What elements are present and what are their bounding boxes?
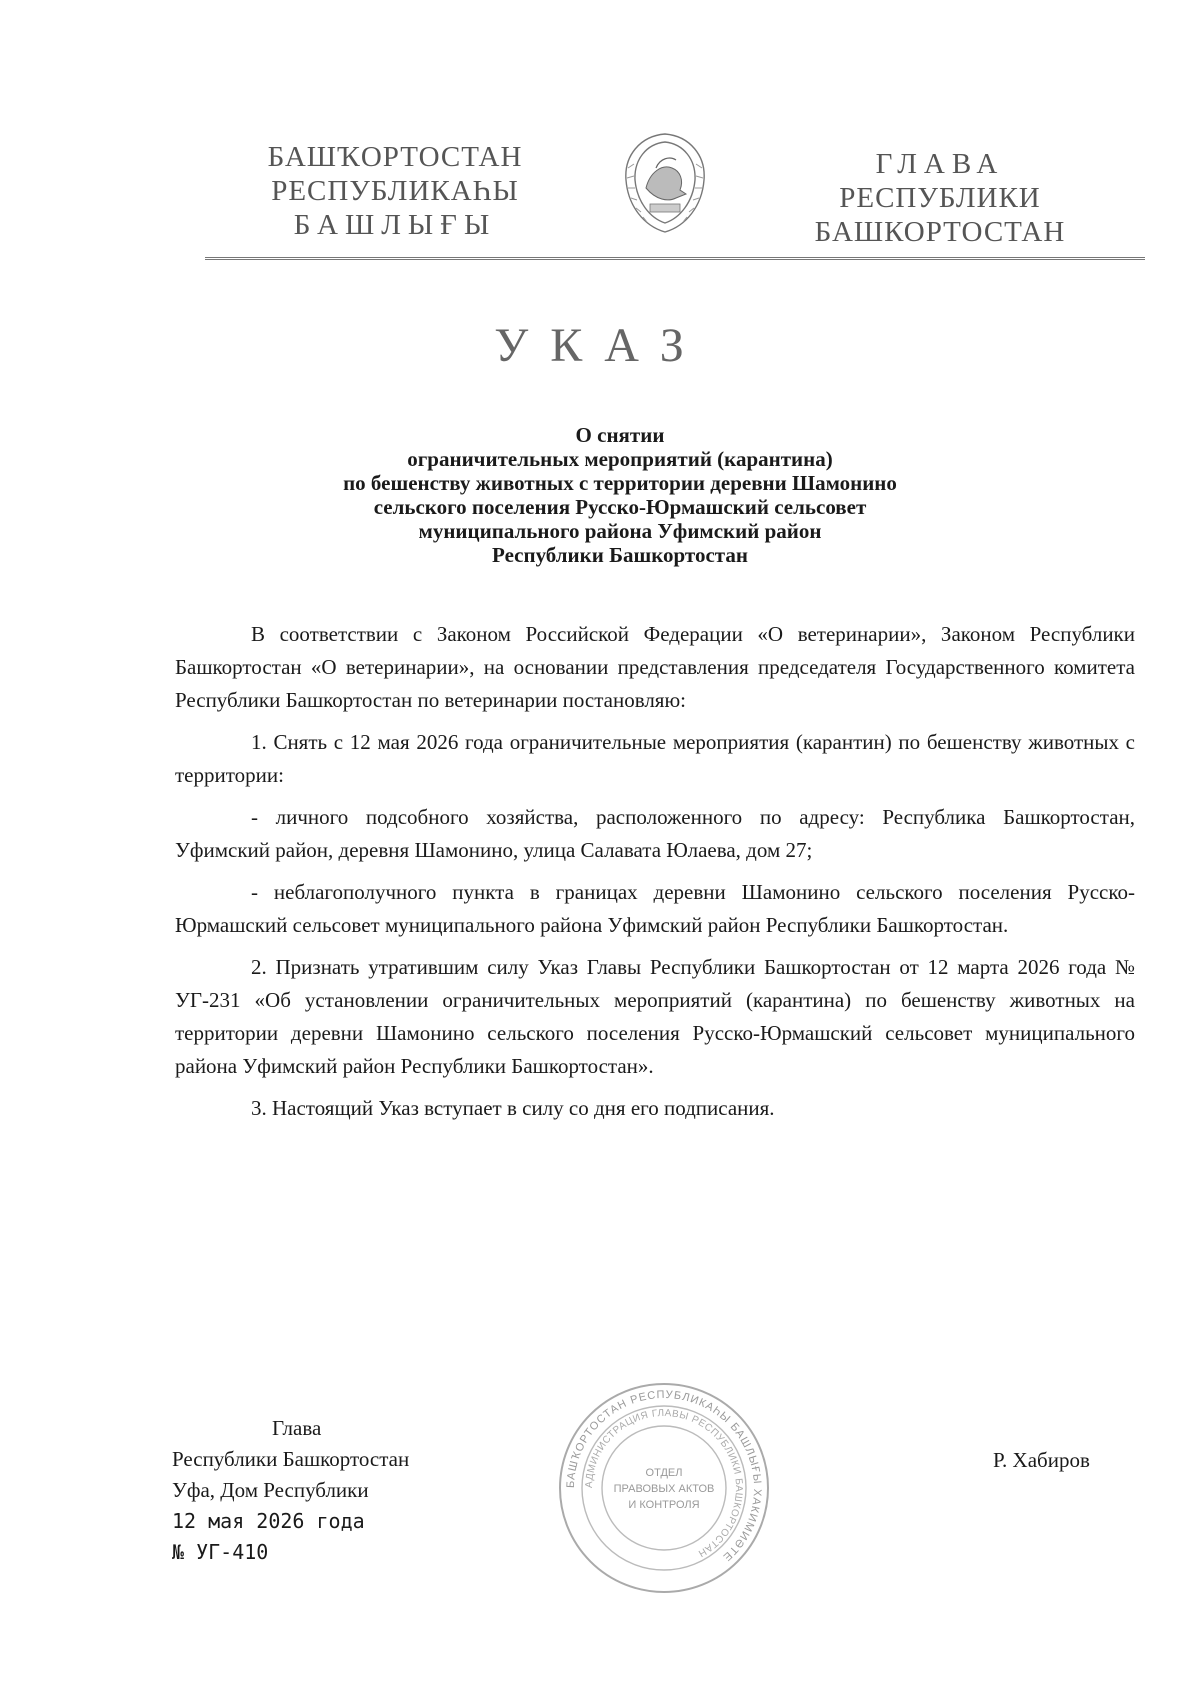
header-left-line-3: БАШЛЫҒЫ: [293, 209, 497, 241]
signature-role: Глава: [272, 1416, 322, 1440]
stamp-center-line-1: ОТДЕЛ: [645, 1467, 683, 1479]
stamp-inner-text: АДМИНИСТРАЦИЯ ГЛАВЫ РЕСПУБЛИКИ БАШКОРТОСТАН: [583, 1407, 745, 1559]
header-right: [800, 147, 1080, 249]
title-line-4: сельского поселения Русско-Юрмашский сельсовет: [373, 495, 867, 519]
stamp-outer-text: БАШҠОРТОСТАН РЕСПУБЛИКАҺЫ БАШЛЫҒЫ ХАКИМИӘТЕ: [564, 1388, 764, 1564]
title-line-1: О снятии: [575, 423, 665, 447]
header-divider: [205, 257, 1145, 260]
title-line-6: Республики Башкортостан: [492, 543, 748, 567]
coat-of-arms-icon: [610, 128, 720, 238]
signature-block: [172, 1413, 409, 1568]
title-line-2: ограничительных мероприятий (карантина): [407, 447, 833, 471]
stamp-center-line-3: И КОНТРОЛЯ: [628, 1499, 700, 1511]
title-line-5: муниципального района Уфимский район: [418, 519, 822, 543]
header-right-line-2: РЕСПУБЛИКИ: [839, 182, 1041, 214]
signature-number: № УГ-410: [172, 1540, 269, 1564]
header-left: [250, 140, 540, 242]
body-item-3: 3. Настоящий Указ вступает в силу со дня его подписания.: [251, 1096, 775, 1120]
header-right-line-3: БАШКОРТОСТАН: [814, 216, 1066, 248]
signature-date: 12 мая 2026 года: [172, 1509, 365, 1533]
signature-place: Уфа, Дом Республики: [172, 1478, 369, 1502]
body-preamble: В соответствии с Законом Российской Федерации «О ветеринарии», Законом Республики Башкортостан «О ветеринарии», на основании представления председателя Государственного комитета Республики Башкортостан по ветеринарии постановляю:: [175, 622, 1135, 712]
official-stamp: [556, 1380, 772, 1596]
signature-role-line-2: Республики Башкортостан: [172, 1447, 410, 1471]
title-line-3: по бешенству животных с территории деревни Шамонино: [343, 471, 897, 495]
body-item-1-sub-2: - неблагополучного пункта в границах деревни Шамонино сельского поселения Русско-Юрмашский сельсовет муниципального района Уфимский район Республики Башкортостан.: [175, 880, 1135, 937]
header-left-line-2: РЕСПУБЛИКАҺЫ: [271, 175, 519, 207]
header-left-line-1: БАШҠОРТОСТАН: [267, 141, 523, 173]
body-item-2: 2. Признать утратившим силу Указ Главы Республики Башкортостан от 12 марта 2026 года № УГ-231 «Об установлении ограничительных мероприятий (карантина) по бешенству животных на территории деревни Шамонино сельского поселения Русско-Юрмашский сельсовет муниципального района Уфимский район Республики Башкортостан».: [175, 955, 1135, 1078]
body-item-1-sub-1: - личного подсобного хозяйства, расположенного по адресу: Республика Башкортостан, Уфимский район, деревня Шамонино, улица Салавата Юлаева, дом 27;: [175, 805, 1135, 862]
document-body: [175, 618, 1135, 1134]
body-item-1: 1. Снять с 12 мая 2026 года ограничительные мероприятия (карантин) по бешенству животных с территории:: [175, 730, 1135, 787]
document-type: УКАЗ: [494, 319, 706, 372]
header-right-line-1: ГЛАВА: [875, 148, 1005, 180]
signer-name: Р. Хабиров: [993, 1448, 1090, 1472]
stamp-center-line-2: ПРАВОВЫХ АКТОВ: [613, 1483, 715, 1495]
document-title: [230, 423, 1010, 567]
